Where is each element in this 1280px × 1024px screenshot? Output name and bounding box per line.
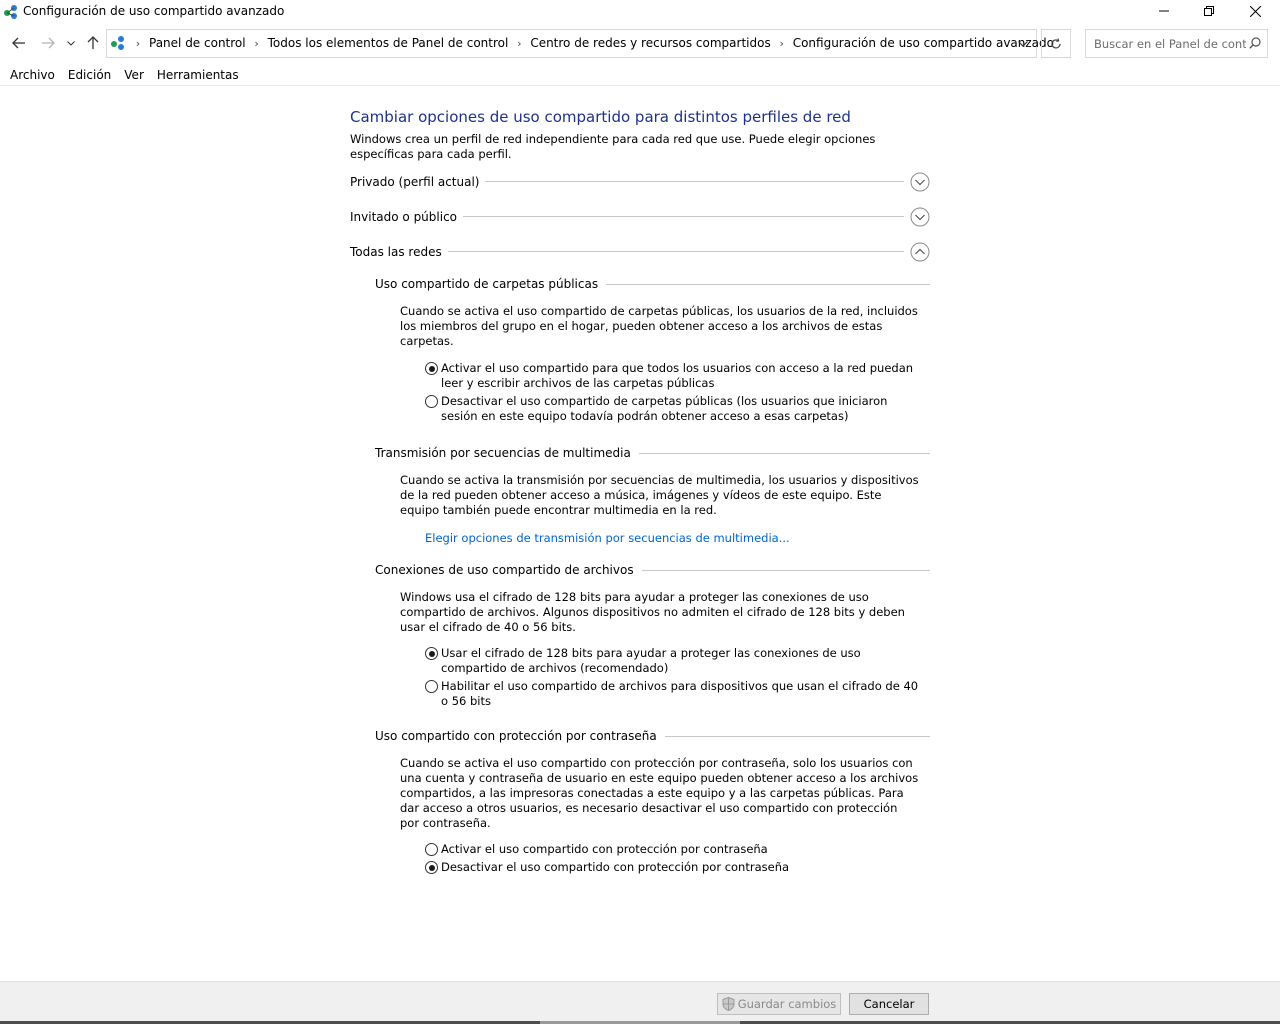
breadcrumb-item-all-items[interactable]: Todos los elementos de Panel de control bbox=[267, 36, 509, 50]
window-title: Configuración de uso compartido avanzado bbox=[23, 4, 285, 18]
profile-label-guest: Invitado o público bbox=[350, 209, 458, 224]
refresh-button[interactable] bbox=[1041, 29, 1071, 58]
profile-label-all: Todas las redes bbox=[350, 244, 442, 259]
chevron-down-icon bbox=[1018, 41, 1028, 47]
radio-button[interactable] bbox=[425, 843, 438, 856]
collapse-chevron-icon[interactable] bbox=[910, 242, 930, 262]
divider bbox=[606, 284, 930, 285]
radio-label: Desactivar el uso compartido con protección por contraseña bbox=[441, 860, 790, 874]
recent-locations-button[interactable] bbox=[62, 32, 80, 54]
search-box[interactable] bbox=[1085, 29, 1268, 58]
search-icon[interactable] bbox=[1249, 37, 1261, 49]
expand-chevron-icon[interactable] bbox=[910, 172, 930, 192]
media-streaming-options-link[interactable]: Elegir opciones de transmisión por secuencias de multimedia... bbox=[425, 531, 790, 545]
radio-button[interactable] bbox=[425, 395, 438, 408]
title-bar bbox=[0, 0, 1280, 24]
section-title: Uso compartido de carpetas públicas bbox=[375, 277, 599, 291]
section-password-protection bbox=[375, 726, 930, 746]
expand-chevron-icon[interactable] bbox=[910, 207, 930, 227]
chevron-down-icon bbox=[67, 41, 75, 46]
breadcrumb-item-network-center[interactable]: Centro de redes y recursos compartidos bbox=[530, 36, 771, 50]
network-sharing-icon bbox=[110, 35, 126, 51]
divider bbox=[639, 453, 930, 454]
cancel-button[interactable] bbox=[849, 993, 929, 1015]
page-title: Cambiar opciones de uso compartido para distintos perfiles de red bbox=[350, 108, 851, 126]
menu-tools[interactable]: Herramientas bbox=[156, 68, 239, 82]
close-icon bbox=[1250, 6, 1261, 17]
radio-label: Activar el uso compartido con protección por contraseña bbox=[441, 842, 768, 856]
section-title: Transmisión por secuencias de multimedia bbox=[375, 446, 631, 460]
divider bbox=[642, 570, 930, 571]
section-public-folders bbox=[375, 274, 930, 294]
chevron-right-icon[interactable]: › bbox=[517, 36, 522, 50]
network-sharing-icon bbox=[3, 4, 19, 20]
chevron-right-icon[interactable]: › bbox=[135, 36, 141, 50]
back-button[interactable] bbox=[8, 32, 30, 54]
menu-view[interactable]: Ver bbox=[124, 68, 144, 82]
radio-encryption-128[interactable] bbox=[425, 646, 925, 676]
profile-private[interactable] bbox=[350, 164, 930, 199]
radio-button[interactable] bbox=[425, 647, 438, 660]
section-media-streaming bbox=[375, 443, 930, 463]
main-content bbox=[350, 108, 930, 875]
profile-guest-public[interactable] bbox=[350, 199, 930, 234]
menu-bar bbox=[0, 66, 242, 86]
navigation-bar bbox=[0, 28, 1280, 58]
section-description: Cuando se activa el uso compartido con protección por contraseña, solo los usuarios con una cuenta y contraseña de usuario en este equipo pueden obtener acceso a los archivos compartidos, a las impresoras conectadas a este equipo y a las carpetas públicas. Para dar acceso a otros usuarios, es necesario desactivar el uso compartido con protección por contraseña. bbox=[400, 756, 919, 830]
refresh-icon bbox=[1050, 38, 1062, 50]
section-description: Cuando se activa la transmisión por secuencias de multimedia, los usuarios y dispositivos de la red pueden obtener acceso a música, imágenes y vídeos de este equipo. Este equipo también puede encontrar multimedia en la red. bbox=[400, 473, 919, 517]
forward-button[interactable] bbox=[37, 32, 59, 54]
radio-public-off[interactable] bbox=[425, 394, 925, 424]
radio-password-on[interactable] bbox=[425, 842, 925, 857]
search-input[interactable] bbox=[1086, 30, 1246, 57]
divider bbox=[448, 251, 904, 252]
cancel-button-label: Cancelar bbox=[863, 997, 915, 1011]
up-button[interactable] bbox=[82, 32, 104, 54]
radio-label: Desactivar el uso compartido de carpetas públicas (los usuarios que iniciaron sesión en este equipo todavía podrán obtener acceso a esas carpetas) bbox=[441, 394, 888, 423]
radio-button[interactable] bbox=[425, 680, 438, 693]
address-bar[interactable] bbox=[106, 29, 1054, 58]
minimize-icon bbox=[1159, 6, 1169, 16]
menu-divider bbox=[0, 85, 1280, 86]
section-description: Cuando se activa el uso compartido de carpetas públicas, los usuarios de la red, incluidos los miembros del grupo en el hogar, pueden obtener acceso a los archivos de estas carpetas. bbox=[400, 304, 918, 348]
section-title: Uso compartido con protección por contraseña bbox=[375, 729, 657, 743]
menu-edit[interactable]: Edición bbox=[67, 68, 112, 82]
arrow-right-icon bbox=[41, 37, 55, 49]
save-changes-button[interactable] bbox=[717, 993, 841, 1015]
chevron-right-icon[interactable]: › bbox=[779, 36, 784, 50]
radio-label: Habilitar el uso compartido de archivos para dispositivos que usan el cifrado de 40 o 56 bits bbox=[441, 679, 919, 708]
divider bbox=[665, 736, 930, 737]
save-button-label: Guardar cambios bbox=[737, 997, 837, 1011]
uac-shield-icon bbox=[722, 997, 735, 1011]
restore-button[interactable] bbox=[1186, 0, 1232, 22]
radio-button[interactable] bbox=[425, 362, 438, 375]
restore-icon bbox=[1204, 6, 1214, 16]
menu-file[interactable]: Archivo bbox=[10, 68, 55, 82]
section-file-sharing bbox=[375, 560, 930, 580]
breadcrumb-item-advanced-sharing[interactable]: Configuración de uso compartido avanzado bbox=[792, 36, 1054, 50]
minimize-button[interactable] bbox=[1141, 0, 1187, 22]
page-intro: Windows crea un perfil de red independiente para cada red que use. Puede elegir opciones específicas para cada perfil. bbox=[350, 132, 876, 161]
radio-label: Activar el uso compartido para que todos los usuarios con acceso a la red puedan leer y escribir archivos de las carpetas públicas bbox=[441, 361, 914, 390]
radio-label: Usar el cifrado de 128 bits para ayudar a proteger las conexiones de uso compartido de archivos (recomendado) bbox=[441, 646, 861, 675]
breadcrumb bbox=[131, 36, 1058, 50]
address-history-button[interactable] bbox=[1016, 37, 1030, 51]
divider bbox=[463, 216, 904, 217]
profile-all-networks[interactable] bbox=[350, 234, 930, 269]
radio-public-on[interactable] bbox=[425, 361, 925, 391]
radio-encryption-40-56[interactable] bbox=[425, 679, 925, 709]
chevron-right-icon[interactable]: › bbox=[254, 36, 259, 50]
divider bbox=[485, 181, 904, 182]
section-title: Conexiones de uso compartido de archivos bbox=[375, 563, 634, 577]
radio-password-off[interactable] bbox=[425, 860, 925, 875]
breadcrumb-item-control-panel[interactable]: Panel de control bbox=[149, 36, 246, 50]
close-button[interactable] bbox=[1232, 0, 1278, 22]
radio-button[interactable] bbox=[425, 861, 438, 874]
footer-bar bbox=[0, 981, 1280, 1024]
profile-label-private: Privado (perfil actual) bbox=[350, 174, 480, 189]
arrow-up-icon bbox=[87, 36, 99, 50]
arrow-left-icon bbox=[12, 37, 26, 49]
section-description: Windows usa el cifrado de 128 bits para ayudar a proteger las conexiones de uso compartido de archivos. Algunos dispositivos no admiten el cifrado de 128 bits y deben usar el cifrado de 40 o 56 bits. bbox=[400, 590, 905, 634]
